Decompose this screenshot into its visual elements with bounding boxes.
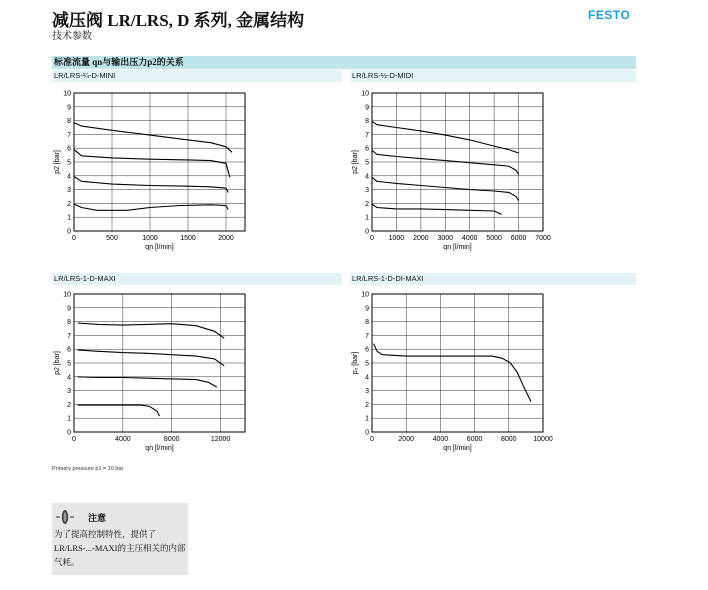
y-tick-label: 5	[67, 360, 71, 368]
y-tick-label: 7	[365, 131, 369, 139]
y-tick-label: 7	[67, 332, 71, 340]
series-line-1	[78, 350, 225, 366]
y-tick-label: 1	[67, 415, 71, 423]
x-tick-label: 6000	[510, 235, 527, 242]
series-line-3	[74, 204, 228, 210]
y-tick-label: 4	[365, 374, 369, 382]
y-tick-label: 1	[365, 415, 369, 423]
festo-logo: FESTO	[588, 8, 631, 22]
y-tick-label: 8	[67, 319, 71, 327]
page-title: 减压阀 LR/LRS, D 系列, 金属结构	[52, 11, 305, 30]
chart-1	[352, 91, 551, 252]
y-tick-label: 1	[67, 214, 71, 222]
y-tick-label: 9	[67, 104, 71, 112]
x-tick-label: 5000	[486, 235, 502, 242]
y-tick-label: 0	[67, 429, 71, 437]
chart-2	[54, 292, 245, 453]
y-tick-label: 7	[67, 131, 71, 139]
x-axis-label: qn [l/min]	[145, 445, 174, 452]
y-tick-label: 3	[67, 187, 71, 195]
series-line-0	[74, 123, 232, 153]
x-axis-label: qn [l/min]	[145, 244, 174, 251]
x-tick-label: 4000	[461, 235, 478, 242]
series-line-3	[372, 204, 502, 214]
y-tick-label: 9	[365, 305, 369, 313]
y-axis-label: p₂ [bar]	[352, 351, 359, 375]
section-heading: 标准流量 qn与输出压力p2的关系	[52, 56, 636, 69]
y-tick-label: 8	[365, 118, 369, 126]
page-subtitle: 技术参数	[52, 31, 92, 42]
x-tick-label: 1500	[180, 235, 196, 242]
y-tick-label: 6	[67, 346, 71, 354]
y-axis-label: p2 [bar]	[352, 150, 359, 174]
y-tick-label: 2	[365, 200, 369, 208]
x-tick-label: 4000	[432, 436, 449, 443]
x-tick-label: 2000	[398, 436, 414, 443]
series-line-2	[78, 377, 217, 387]
x-tick-label: 6000	[466, 436, 483, 443]
y-tick-label: 2	[67, 401, 71, 409]
y-tick-label: 8	[365, 319, 369, 327]
y-tick-label: 5	[365, 159, 369, 167]
x-tick-label: 3000	[437, 235, 454, 242]
y-tick-label: 3	[365, 187, 369, 195]
y-tick-label: 4	[365, 173, 369, 181]
y-tick-label: 3	[67, 388, 71, 396]
series-line-0	[374, 344, 531, 402]
y-tick-label: 4	[67, 173, 71, 181]
x-tick-label: 0	[72, 436, 76, 443]
note-box	[52, 503, 188, 575]
x-tick-label: 7000	[535, 235, 551, 242]
x-tick-label: 4000	[115, 436, 131, 443]
y-tick-label: 8	[67, 118, 71, 126]
x-tick-label: 8000	[163, 436, 180, 443]
y-tick-label: 5	[67, 159, 71, 167]
y-tick-label: 2	[365, 401, 369, 409]
x-tick-label: 0	[370, 235, 374, 242]
y-tick-label: 6	[365, 346, 369, 354]
series-line-3	[78, 405, 160, 416]
y-tick-label: 3	[365, 388, 369, 396]
note-title: 注意	[88, 513, 107, 523]
y-tick-label: 10	[361, 291, 369, 299]
y-axis-label: p2 [bar]	[54, 351, 61, 375]
note-hand-icon	[56, 509, 74, 525]
x-tick-label: 8000	[501, 436, 517, 443]
series-line-1	[74, 150, 230, 178]
series-line-2	[74, 177, 228, 193]
y-tick-label: 0	[67, 228, 71, 236]
chart-label-di-maxi: LR/LRS-1-D-DI-MAXI	[350, 273, 636, 285]
x-tick-label: 1000	[388, 235, 405, 242]
x-axis-label: qn [l/min]	[443, 445, 472, 452]
x-tick-label: 0	[370, 436, 374, 443]
x-tick-label: 2000	[413, 235, 429, 242]
y-tick-label: 7	[365, 332, 369, 340]
y-tick-label: 4	[67, 374, 71, 382]
y-tick-label: 9	[67, 305, 71, 313]
y-tick-label: 10	[63, 291, 71, 299]
y-tick-label: 2	[67, 200, 71, 208]
x-tick-label: 12000	[210, 436, 231, 443]
y-tick-label: 10	[361, 90, 369, 98]
y-tick-label: 10	[63, 90, 71, 98]
x-tick-label: 1000	[142, 235, 158, 242]
footnote: Primary pressure p1 = 10 bar	[52, 466, 124, 472]
chart-0	[54, 91, 245, 252]
y-tick-label: 6	[365, 145, 369, 153]
series-line-0	[78, 323, 225, 338]
chart-label-maxi: LR/LRS-1-D-MAXI	[52, 273, 342, 285]
x-tick-label: 500	[106, 235, 118, 242]
y-tick-label: 0	[365, 228, 369, 236]
y-tick-label: 5	[365, 360, 369, 368]
y-tick-label: 6	[67, 145, 71, 153]
x-tick-label: 2000	[218, 235, 234, 242]
y-tick-label: 9	[365, 104, 369, 112]
y-tick-label: 1	[365, 214, 369, 222]
chart-3	[352, 292, 553, 453]
x-axis-label: qn [l/min]	[443, 244, 472, 251]
chart-label-midi: LR/LRS-½-D-MIDI	[350, 70, 636, 82]
note-text: 为了提高控制特性，提供了LR/LRS-...-MAXI的主压相关的内部气耗。	[54, 529, 186, 567]
x-tick-label: 0	[72, 235, 76, 242]
chart-label-mini: LR/LRS-¼-D-MINI	[52, 70, 342, 82]
y-tick-label: 0	[365, 429, 369, 437]
x-tick-label: 10000	[533, 436, 553, 443]
y-axis-label: p2 [bar]	[54, 150, 61, 174]
